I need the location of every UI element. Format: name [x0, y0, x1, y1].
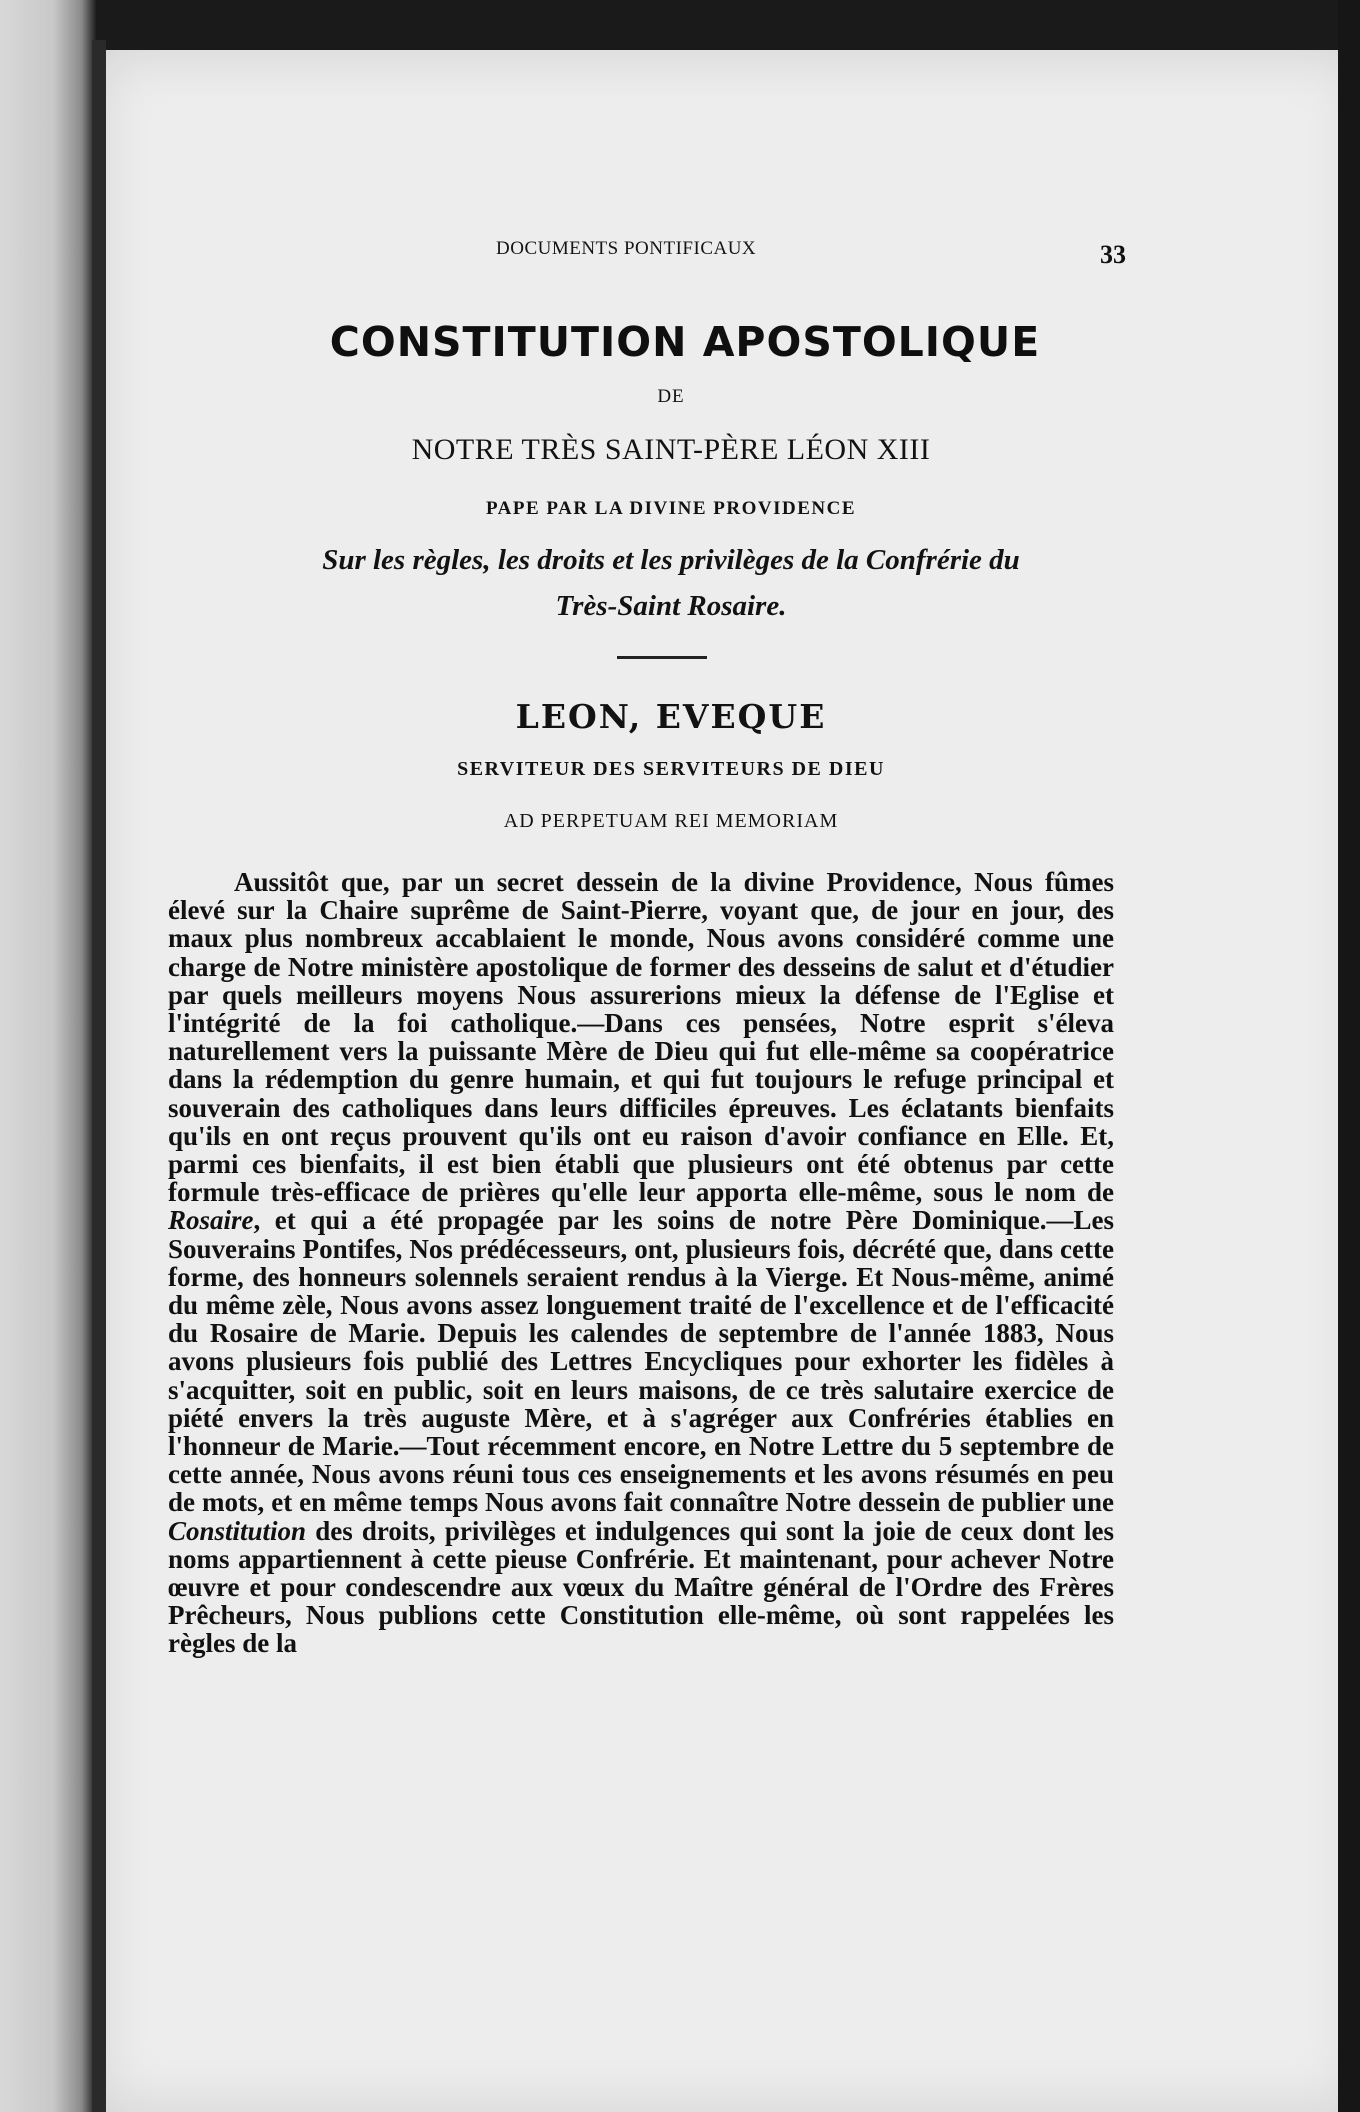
document-subtitle — [96, 537, 1246, 629]
body-paragraph — [168, 868, 1114, 1658]
section-divider — [617, 656, 707, 659]
document-title: CONSTITUTION APOSTOLIQUE — [329, 318, 1041, 366]
scan-left-margin — [0, 0, 96, 2112]
pope-subtitle: PAPE PAR LA DIVINE PROVIDENCE — [485, 498, 857, 519]
section-subheading: SERVITEUR DES SERVITEURS DE DIEU — [457, 758, 885, 780]
body-text-part-3: des droits, privilèges et indulgences qui sont la joie de ceux dont les noms appartiennent à cette pieuse Confrérie. Et maintenant, pour achever Notre œuvre et pour condescendre aux vœux du Maître général de l'Ordre des Frères Prêcheurs, Nous publions cette Constitution elle-même, où sont rappelées les règles de la — [168, 1515, 1114, 1659]
subtitle-line-2: Très-Saint Rosaire. — [555, 590, 787, 622]
body-text-part-2: , et qui a été propagée par les soins de notre Père Dominique.—Les Souverains Pontifes, Nos prédécesseurs, ont, plusieurs fois, décrété que, dans cette forme, des honneurs solennels seraient rendus à la Vierge. Et Nous-même, animé du même zèle, Nous avons assez longuement traité de l'excellence et de l'efficacité du Rosaire de Marie. Depuis les calendes de septembre de l'année 1883, Nous avons plusieurs fois publié des Lettres Encycliques pour exhorter les fidèles à s'acquitter, soit en public, soit en leurs maisons, de ce très salutaire exercice de piété envers la très auguste Mère, et à s'agréger aux Confréries établies en l'honneur de Marie.—Tout récemment encore, en Notre Lettre du 5 septembre de cette année, Nous avons réuni tous ces enseignements et les avons résumés en peu de mots, et en même temps Nous avons fait connaître Notre dessein de publier une — [168, 1205, 1114, 1518]
section-heading: LEON, EVEQUE — [515, 697, 827, 736]
subtitle-line-1: Sur les règles, les droits et les privilèges de la Confrérie du — [322, 544, 1020, 576]
page-number: 33 — [1100, 240, 1126, 269]
pope-name: NOTRE TRÈS SAINT-PÈRE LÉON XIII — [411, 433, 931, 466]
running-head: DOCUMENTS PONTIFICAUX — [496, 238, 757, 259]
section-formula: AD PERPETUAM REI MEMORIAM — [503, 810, 839, 832]
body-text-part-1: Aussitôt que, par un secret dessein de la divine Providence, Nous fûmes élevé sur la Chaire suprême de Saint-Pierre, voyant que, de jour en jour, des maux plus nombreux accablaient le monde, Nous avons considéré comme une charge de Notre ministère apostolique de former des desseins de salut et d'étudier par quels meilleurs moyens Nous assurerions mieux la défense de l'Eglise et l'intégrité de la foi catholique.—Dans ces pensées, Notre esprit s'éleva naturellement vers la puissante Mère de Dieu qui fut elle-même sa coopératrice dans la rédemption du genre humain, et qui fut toujours le refuge principal et souverain des catholiques dans leurs difficiles épreuves. Les éclatants bienfaits qu'ils en ont reçus prouvent qu'ils ont eu raison d'avoir confiance en Elle. Et, parmi ces bienfaits, il est bien établi que plusieurs ont été obtenus par cette formule très-efficace de prières qu'elle leur apporta elle-même, sous le nom de — [168, 867, 1114, 1208]
body-italic-rosaire: Rosaire — [168, 1205, 254, 1236]
scan-right-edge — [1338, 0, 1360, 2112]
title-de: DE — [657, 386, 685, 407]
body-italic-constitution: Constitution — [168, 1515, 307, 1546]
